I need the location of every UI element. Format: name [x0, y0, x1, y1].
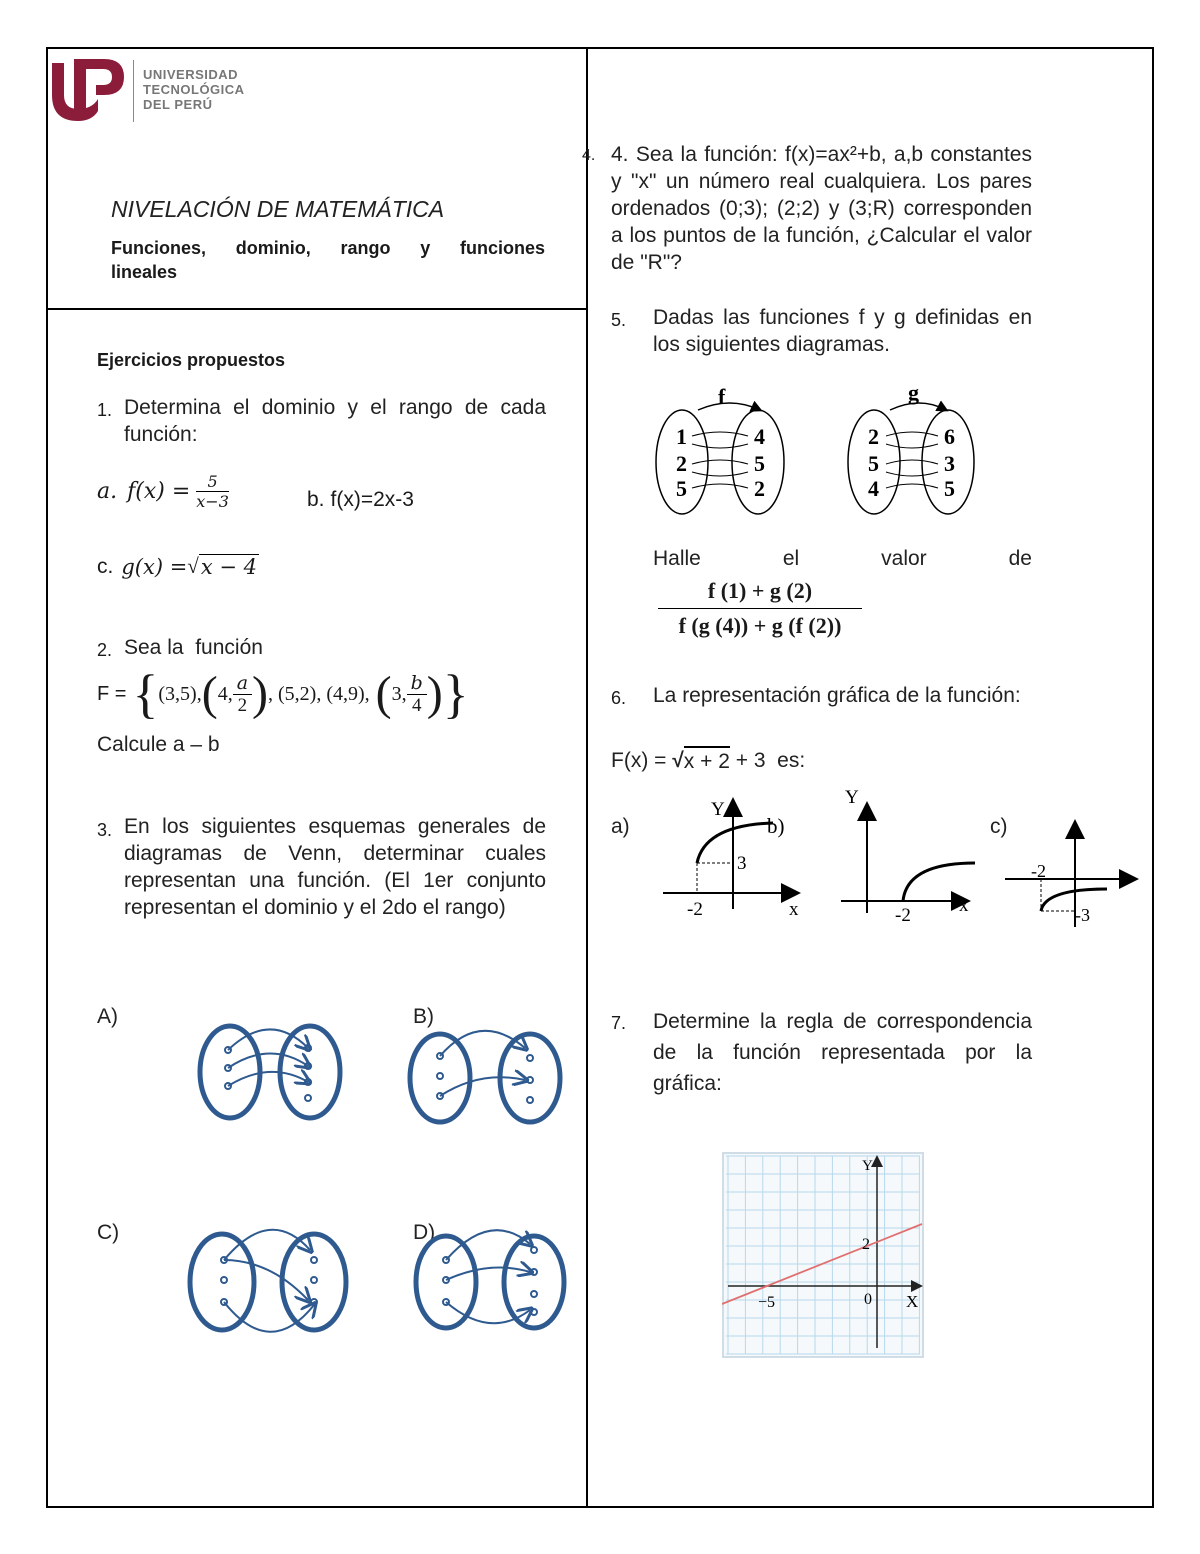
- f-domain-0: 1: [676, 424, 687, 449]
- page-title: NIVELACIÓN DE MATEMÁTICA: [111, 196, 445, 222]
- ex7-graph: [722, 1152, 924, 1358]
- graph-a-x: x: [789, 899, 799, 920]
- ex1-text: Determina el dominio y el rango de cada función:: [124, 396, 546, 446]
- ex7-x-label: X: [906, 1292, 919, 1311]
- g-label: g: [908, 384, 919, 405]
- sqrt-symbol: √: [672, 749, 684, 772]
- venn-label-d: D): [413, 1221, 436, 1244]
- graph-b-x: x: [959, 895, 969, 916]
- ex1-c: c. g(x) = √ x − 4: [97, 554, 257, 579]
- g-domain-1: 5: [868, 451, 879, 476]
- g-range-2: 5: [944, 476, 955, 501]
- ex2-text: Sea la función: [124, 636, 263, 659]
- column-divider: [586, 47, 588, 1508]
- graph-c-neg2: -2: [1031, 861, 1046, 881]
- ex3-number: 3.: [97, 820, 113, 840]
- ex6-formula: F(x) = √ x + 2 + 3 es:: [611, 746, 805, 775]
- venn-diagrams: [180, 1010, 580, 1340]
- graph-a-3: 3: [737, 853, 747, 874]
- ex1-number: 1.: [97, 400, 113, 420]
- section-title: Ejercicios propuestos: [97, 350, 286, 370]
- g-range-0: 6: [944, 424, 955, 449]
- ex5-text: Dadas las funciones f y g definidas en los siguientes diagramas.: [653, 306, 1032, 356]
- f-domain-1: 2: [676, 451, 687, 476]
- venn-a-range: [280, 1026, 340, 1118]
- ex2-number: 2.: [97, 640, 113, 660]
- logo-separator: [133, 60, 134, 122]
- sqrt-symbol: √: [187, 554, 199, 578]
- ex6-number: 6.: [611, 688, 627, 708]
- graph-a-neg2: -2: [687, 899, 703, 920]
- page-subtitle: Funciones, dominio, rango y funciones lineales: [111, 238, 545, 282]
- g-domain-0: 2: [868, 424, 879, 449]
- f-label: f: [718, 384, 726, 409]
- option-c: c): [990, 815, 1008, 838]
- f-domain-2: 5: [676, 476, 687, 501]
- ex2-calc: Calcule a – b: [97, 733, 220, 756]
- venn-label-a: A): [97, 1005, 118, 1028]
- venn-label-b: B): [413, 1005, 434, 1028]
- option-a: a): [611, 815, 630, 838]
- ex5-halle: Halle el valor de: [653, 547, 1032, 570]
- ex7-zero: 0: [864, 1291, 872, 1308]
- header-divider: [46, 308, 588, 310]
- ex1-b: b. f(x)=2x-3: [307, 488, 414, 511]
- g-domain-2: 4: [868, 476, 879, 501]
- function-diagrams: [650, 384, 990, 524]
- ex7-text: Determine la regla de correspondencia de la función representada por la gráfica:: [653, 1010, 1032, 1095]
- ex4-bullet: 4.: [582, 147, 596, 164]
- graph-a-y: Y: [711, 799, 725, 820]
- ex3-text: En los siguientes esquemas generales de diagramas de Venn, determinar cuales representan una función. (El 1er conjunto representan el dominio y el 2do el rango): [124, 815, 546, 919]
- ex5-number: 5.: [611, 310, 627, 330]
- ex6-graphs: [655, 785, 1145, 935]
- ex4-text: 4. Sea la función: f(x)=ax²+b, a,b constantes y "x" un número real cualquiera. Los pares ordenados (0;3); (2;2) y (3;R) corresponden a los puntos de la función, ¿Calcular el valor de "R"?: [611, 143, 1032, 274]
- venn-label-c: C): [97, 1221, 120, 1244]
- g-range-1: 3: [944, 451, 955, 476]
- graph-c-neg3: -3: [1075, 905, 1090, 925]
- venn-a-domain: [200, 1026, 260, 1118]
- ex7-neg5: −5: [758, 1294, 776, 1311]
- graph-b-y: Y: [845, 787, 859, 808]
- f-range-2: 2: [754, 476, 765, 501]
- ex7-y-label: Y: [862, 1158, 873, 1174]
- option-b: b): [767, 814, 785, 838]
- logo-text: UNIVERSIDAD TECNOLÓGICA DEL PERÚ: [143, 67, 245, 112]
- ex6-text: La representación gráfica de la función:: [653, 684, 1021, 707]
- ex7-two: 2: [862, 1236, 870, 1253]
- ex7-number: 7.: [611, 1013, 627, 1033]
- utp-logo-icon: [48, 55, 128, 125]
- f-range-0: 4: [754, 424, 765, 449]
- ex2-set: F = { (3,5), ( 4, $\frac{a}{2}$ ) , (5,2), (4,9), ( 3, $\frac{b}{4}$ ) }: [97, 664, 469, 724]
- ex1-a: a. f(x) = $\frac{5}{x-3}$: [97, 472, 229, 511]
- ex5-fraction: f (1) + g (2) f (g (4)) + g (f (2)): [658, 578, 862, 639]
- graph-b-neg2: -2: [895, 905, 911, 926]
- f-range-1: 5: [754, 451, 765, 476]
